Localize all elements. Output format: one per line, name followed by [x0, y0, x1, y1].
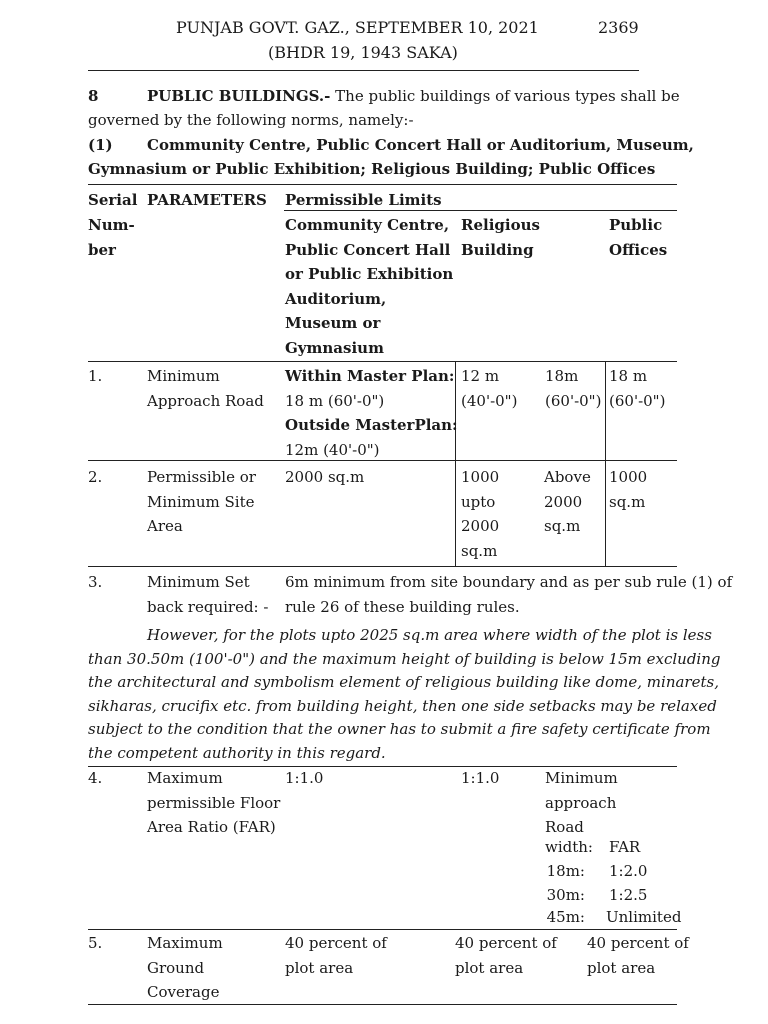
- far-value: 1:2.0: [609, 862, 648, 880]
- row4-public-head: [545, 766, 618, 840]
- row1-religious-b-line: (60'-0"): [545, 391, 602, 410]
- row5-number: 5.: [88, 934, 103, 952]
- row2-parameter-line: Area: [147, 517, 183, 535]
- row1-parameter: [147, 364, 264, 413]
- row2-religious-b-line: 2000: [544, 492, 583, 511]
- row3-text: [285, 570, 732, 619]
- row2-parameter-line: Permissible or: [147, 468, 256, 486]
- col-community-line: Community Centre,: [285, 216, 450, 234]
- row3-parameter-line: Minimum Set: [147, 573, 250, 591]
- row2-number: 2.: [88, 468, 103, 486]
- row1-religious-a-line: (40'-0"): [461, 391, 518, 410]
- row5-community-line: plot area: [285, 958, 354, 977]
- header-bottom-rule: [88, 361, 677, 362]
- row5-parameter-line: Ground: [147, 958, 205, 977]
- row3-number: 3.: [88, 573, 103, 591]
- row1-religious-b-line: 18m: [545, 367, 579, 385]
- subsection-number: (1): [88, 136, 113, 154]
- section-intro-2: governed by the following norms, namely:-: [88, 111, 414, 129]
- row5-public-line: 40 percent of: [587, 934, 689, 952]
- subsection-title-2: Gymnasium or Public Exhibition; Religious Building; Public Offices: [88, 160, 656, 178]
- row1-public-line: (60'-0"): [609, 391, 666, 410]
- row2-religious-a-line: upto: [461, 492, 496, 511]
- within-master-plan-value: 18 m (60'-0"): [285, 391, 385, 410]
- note-line: the competent authority in this regard.: [88, 744, 386, 762]
- row1-parameter-line: Approach Road: [147, 391, 264, 410]
- note-line: However, for the plots upto 2025 sq.m area where width of the plot is less: [147, 626, 712, 644]
- row1-community: [285, 364, 458, 462]
- row5-parameter: [147, 931, 223, 1005]
- within-master-plan-label: Within Master Plan:: [285, 367, 455, 385]
- col-serial-header-2: Num-: [88, 216, 135, 234]
- row3-text-line: 6m minimum from site boundary and as per sub rule (1) of: [285, 573, 733, 591]
- row5-religious-line: 40 percent of: [455, 934, 557, 952]
- row5-community: [285, 931, 387, 980]
- row2-community: 2000 sq.m: [285, 468, 365, 486]
- row1-divider-b: [605, 361, 606, 460]
- row3-parameter: [147, 570, 268, 619]
- far-value: 1:2.5: [609, 886, 648, 904]
- row3-parameter-line: back required: -: [147, 597, 269, 616]
- row1-religious-b: [545, 364, 601, 413]
- row2-religious-a-line: 1000: [461, 468, 500, 486]
- row4-parameter-line: Maximum: [147, 769, 223, 787]
- col-public-line: Public: [609, 216, 663, 234]
- col-community-header: [285, 213, 453, 360]
- row2-divider-b: [605, 460, 606, 566]
- col-parameters-header: PARAMETERS: [147, 191, 267, 209]
- row4-bottom-rule: [88, 929, 677, 930]
- outside-master-plan-label: Outside MasterPlan:: [285, 416, 458, 434]
- section-heading: [147, 84, 680, 108]
- col-public-line: Offices: [609, 240, 668, 259]
- col-serial-header: Serial: [88, 191, 138, 209]
- row4-religious: 1:1.0: [461, 769, 500, 787]
- row2-divider-a: [455, 460, 456, 566]
- row5-parameter-line: Maximum: [147, 934, 223, 952]
- row4-parameter-line: Area Ratio (FAR): [147, 818, 276, 836]
- col-serial-header-3: ber: [88, 241, 116, 259]
- row1-parameter-line: Minimum: [147, 367, 220, 385]
- row2-public-line: sq.m: [609, 492, 646, 511]
- row2-religious-a: [461, 465, 499, 563]
- row2-bottom-rule: [88, 566, 677, 567]
- row1-number: 1.: [88, 367, 103, 385]
- section-title: PUBLIC BUILDINGS.-: [147, 87, 331, 105]
- far-road-width: 18m:: [546, 862, 585, 880]
- row5-community-line: 40 percent of: [285, 934, 387, 952]
- row1-religious-a: [461, 364, 517, 413]
- row5-religious-line: plot area: [455, 958, 524, 977]
- col-community-line: or Public Exhibition: [285, 265, 454, 283]
- row5-public-line: plot area: [587, 958, 656, 977]
- row1-religious-a-line: 12 m: [461, 367, 500, 385]
- far-width-label: width:: [545, 838, 593, 856]
- header-rule: [88, 70, 639, 71]
- row4-parameter-line: permissible Floor: [147, 793, 281, 812]
- row3-text-line: rule 26 of these building rules.: [285, 597, 520, 616]
- col-community-line: Auditorium,: [285, 289, 387, 308]
- row5-public: [587, 931, 689, 980]
- row5-parameter-line: Coverage: [147, 983, 220, 1001]
- row4-public-head-line: approach: [545, 793, 617, 812]
- col-permissible-limits-header: Permissible Limits: [285, 191, 442, 209]
- col-public-header: [609, 213, 667, 262]
- table-top-rule: [88, 184, 677, 185]
- row1-public-line: 18 m: [609, 367, 648, 385]
- row2-religious-b: [544, 465, 591, 539]
- row4-public-head-line: Minimum: [545, 769, 618, 787]
- far-value: Unlimited: [606, 908, 682, 926]
- section-number: 8: [88, 87, 99, 105]
- row5-religious: [455, 931, 557, 980]
- row2-parameter: [147, 465, 256, 539]
- page-number: 2369: [598, 18, 639, 37]
- row1-public: [609, 364, 665, 413]
- note-line: subject to the condition that the owner has to submit a fire safety certificate from: [88, 720, 711, 738]
- section-intro-1: The public buildings of various types shall be: [330, 87, 680, 105]
- col-community-line: Museum or: [285, 314, 381, 332]
- row4-community: 1:1.0: [285, 769, 324, 787]
- col-community-line: Gymnasium: [285, 338, 384, 357]
- row4-number: 4.: [88, 769, 103, 787]
- note-line: sikharas, crucifix etc. from building height, then one side setbacks may be relaxed: [88, 697, 717, 715]
- row2-religious-b-line: Above: [544, 468, 591, 486]
- col-religious-header: [461, 213, 540, 262]
- outside-master-plan-value: 12m (40'-0"): [285, 440, 380, 459]
- row2-public: [609, 465, 647, 514]
- row2-public-line: 1000: [609, 468, 648, 486]
- note-line: the architectural and symbolism element of religious building like dome, minarets,: [88, 673, 719, 691]
- row4-public-head-line: Road: [545, 818, 584, 836]
- gazette-title: PUNJAB GOVT. GAZ., SEPTEMBER 10, 2021: [176, 18, 539, 37]
- far-col-label: FAR: [609, 838, 641, 856]
- row2-parameter-line: Minimum Site: [147, 492, 255, 511]
- row2-religious-a-line: sq.m: [461, 541, 498, 560]
- col-religious-line: Religious: [461, 216, 540, 234]
- saka-date: (BHDR 19, 1943 SAKA): [268, 43, 458, 62]
- subsection-title-1: Community Centre, Public Concert Hall or Auditorium, Museum,: [147, 136, 694, 154]
- far-road-width: 30m:: [546, 886, 585, 904]
- far-road-width: 45m:: [546, 908, 585, 926]
- row4-parameter: [147, 766, 280, 840]
- note-line: than 30.50m (100'-0") and the maximum height of building is below 15m excluding: [88, 650, 721, 668]
- row2-religious-a-line: 2000: [461, 517, 500, 535]
- col-religious-line: Building: [461, 240, 534, 259]
- col-community-line: Public Concert Hall: [285, 240, 451, 259]
- row2-religious-b-line: sq.m: [544, 517, 581, 535]
